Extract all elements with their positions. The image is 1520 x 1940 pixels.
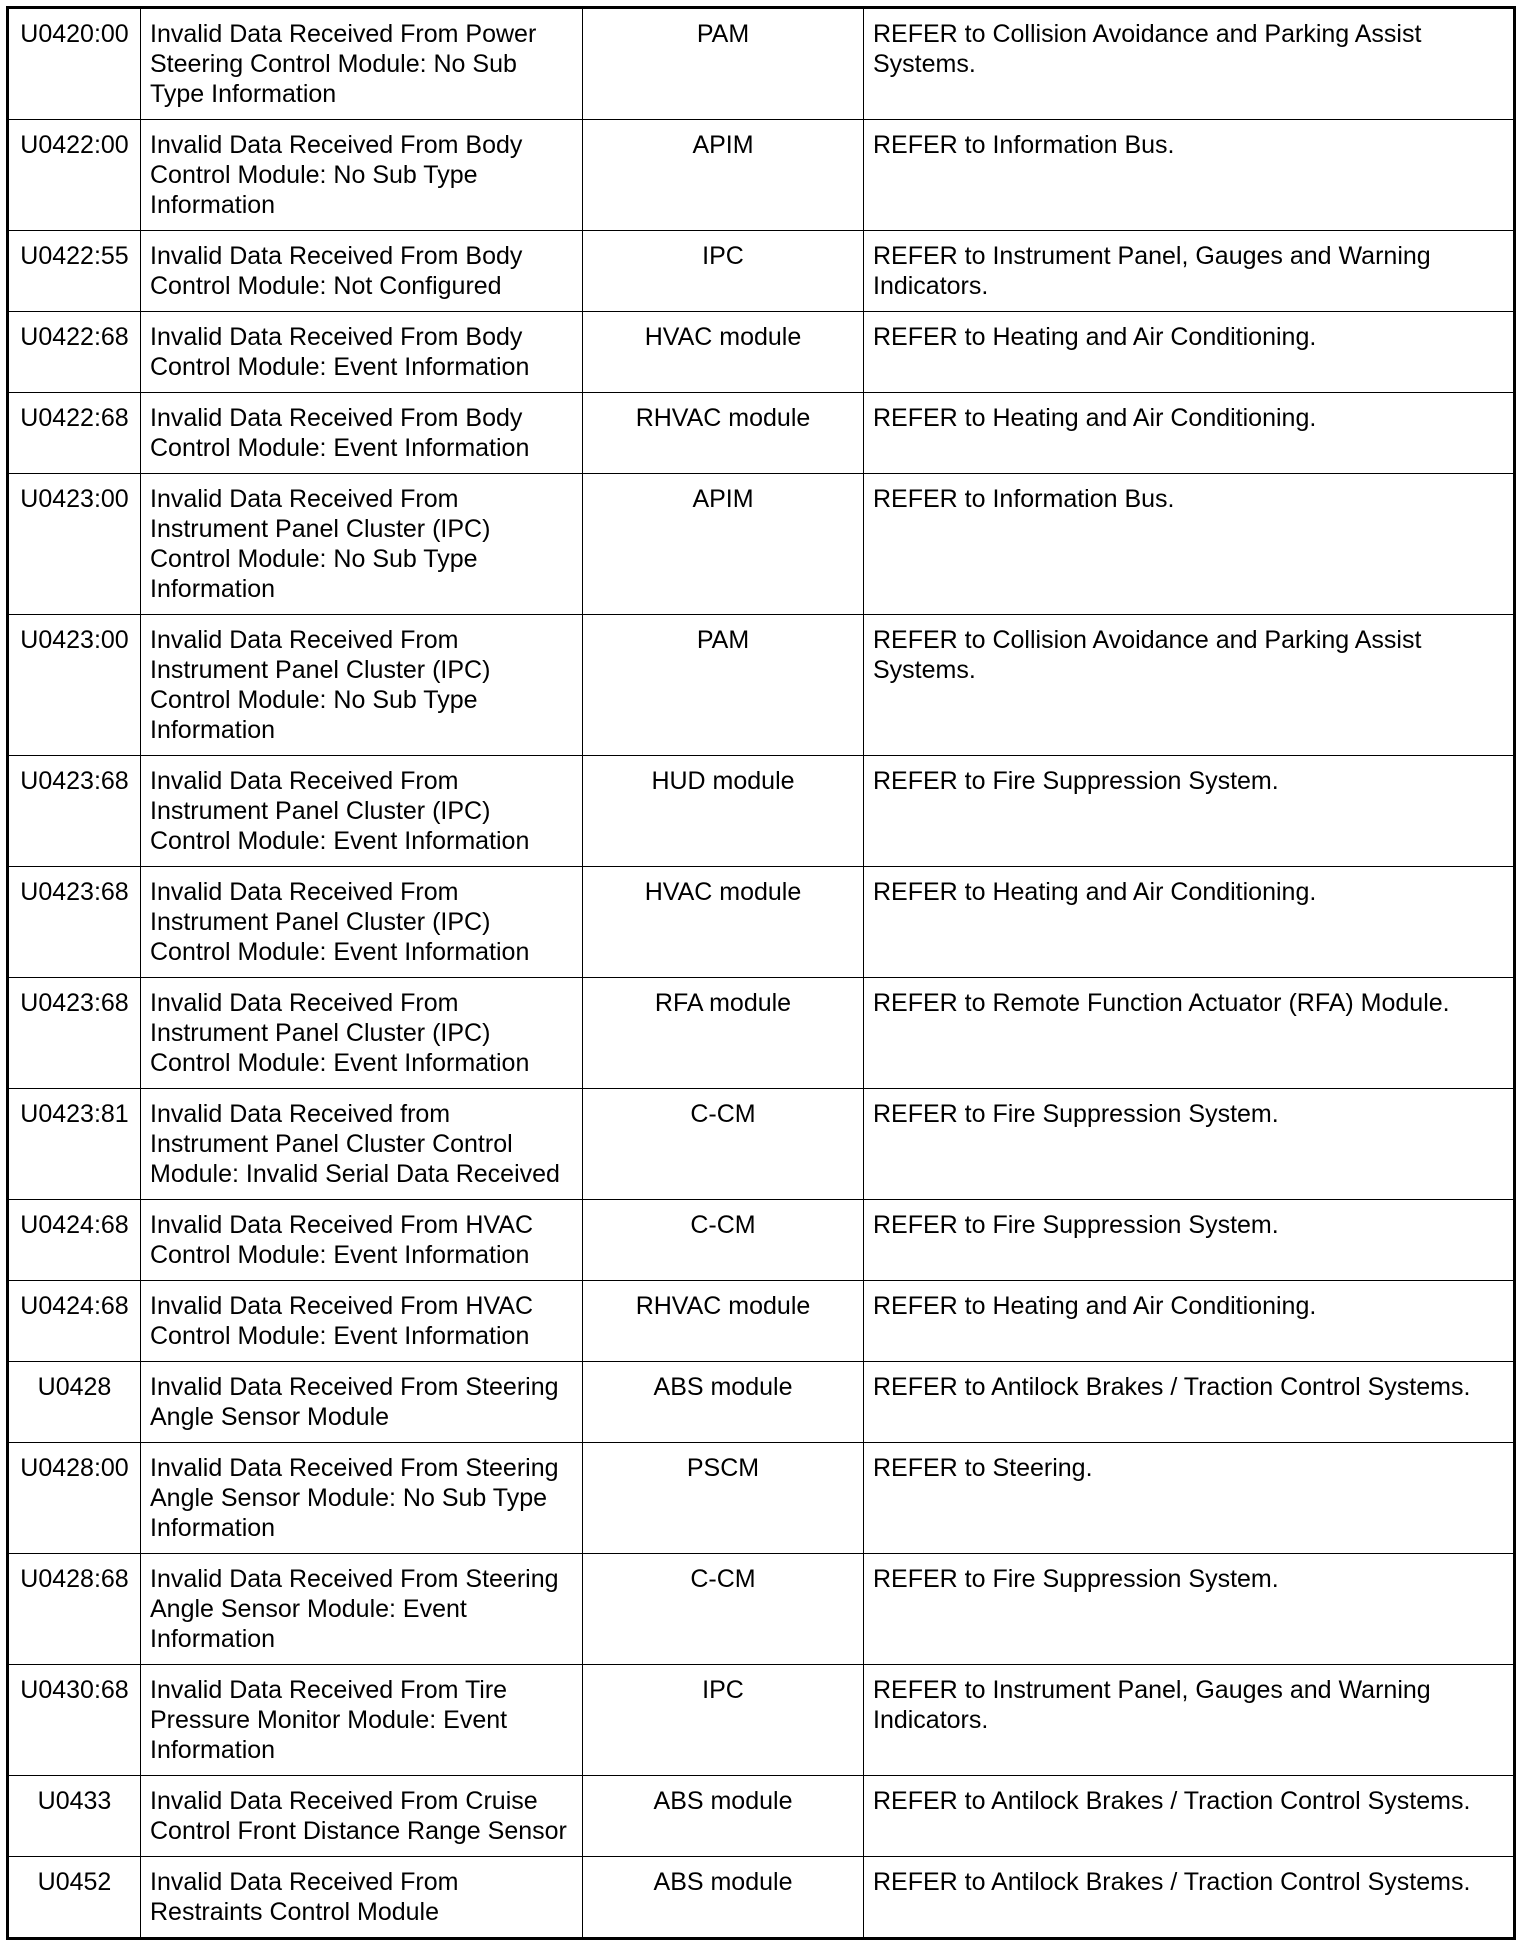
module-cell: APIM xyxy=(583,474,864,615)
module-cell: APIM xyxy=(583,120,864,231)
table-row xyxy=(8,1665,1515,1776)
description-cell: Invalid Data Received From Instrument Panel Cluster (IPC) Control Module: Event Information xyxy=(141,756,583,867)
table-row xyxy=(8,867,1515,978)
action-cell: REFER to Antilock Brakes / Traction Control Systems. xyxy=(864,1362,1515,1443)
module-cell: ABS module xyxy=(583,1776,864,1857)
action-cell: REFER to Information Bus. xyxy=(864,474,1515,615)
dtc-code-cell: U0423:00 xyxy=(8,615,141,756)
table-row xyxy=(8,8,1515,120)
action-cell: REFER to Instrument Panel, Gauges and Warning Indicators. xyxy=(864,231,1515,312)
action-cell: REFER to Fire Suppression System. xyxy=(864,756,1515,867)
description-cell: Invalid Data Received From HVAC Control Module: Event Information xyxy=(141,1281,583,1362)
description-cell: Invalid Data Received From Instrument Panel Cluster (IPC) Control Module: No Sub Type Information xyxy=(141,474,583,615)
dtc-code-cell: U0423:68 xyxy=(8,978,141,1089)
description-cell: Invalid Data Received From Restraints Control Module xyxy=(141,1857,583,1939)
action-cell: REFER to Heating and Air Conditioning. xyxy=(864,393,1515,474)
description-cell: Invalid Data Received From Steering Angle Sensor Module xyxy=(141,1362,583,1443)
action-cell: REFER to Heating and Air Conditioning. xyxy=(864,312,1515,393)
module-cell: C-CM xyxy=(583,1089,864,1200)
module-cell: IPC xyxy=(583,231,864,312)
table-row xyxy=(8,393,1515,474)
description-cell: Invalid Data Received From Instrument Panel Cluster (IPC) Control Module: Event Information xyxy=(141,867,583,978)
action-cell: REFER to Remote Function Actuator (RFA) Module. xyxy=(864,978,1515,1089)
table-row xyxy=(8,1362,1515,1443)
dtc-code-cell: U0452 xyxy=(8,1857,141,1939)
description-cell: Invalid Data Received From HVAC Control Module: Event Information xyxy=(141,1200,583,1281)
description-cell: Invalid Data Received from Instrument Panel Cluster Control Module: Invalid Serial Data Received xyxy=(141,1089,583,1200)
dtc-code-cell: U0428 xyxy=(8,1362,141,1443)
action-cell: REFER to Steering. xyxy=(864,1443,1515,1554)
module-cell: ABS module xyxy=(583,1362,864,1443)
module-cell: ABS module xyxy=(583,1857,864,1939)
table-row xyxy=(8,474,1515,615)
dtc-code-cell: U0424:68 xyxy=(8,1281,141,1362)
module-cell: IPC xyxy=(583,1665,864,1776)
table-row xyxy=(8,1089,1515,1200)
description-cell: Invalid Data Received From Steering Angle Sensor Module: No Sub Type Information xyxy=(141,1443,583,1554)
description-cell: Invalid Data Received From Cruise Control Front Distance Range Sensor xyxy=(141,1776,583,1857)
description-cell: Invalid Data Received From Body Control Module: No Sub Type Information xyxy=(141,120,583,231)
dtc-code-cell: U0430:68 xyxy=(8,1665,141,1776)
description-cell: Invalid Data Received From Tire Pressure Monitor Module: Event Information xyxy=(141,1665,583,1776)
dtc-code-cell: U0424:68 xyxy=(8,1200,141,1281)
module-cell: RHVAC module xyxy=(583,393,864,474)
dtc-code-cell: U0422:55 xyxy=(8,231,141,312)
module-cell: PAM xyxy=(583,8,864,120)
description-cell: Invalid Data Received From Steering Angle Sensor Module: Event Information xyxy=(141,1554,583,1665)
table-row xyxy=(8,1200,1515,1281)
action-cell: REFER to Collision Avoidance and Parking Assist Systems. xyxy=(864,615,1515,756)
action-cell: REFER to Antilock Brakes / Traction Control Systems. xyxy=(864,1857,1515,1939)
module-cell: C-CM xyxy=(583,1554,864,1665)
dtc-code-cell: U0433 xyxy=(8,1776,141,1857)
table-row xyxy=(8,756,1515,867)
table-row xyxy=(8,978,1515,1089)
description-cell: Invalid Data Received From Body Control Module: Event Information xyxy=(141,393,583,474)
table-row xyxy=(8,1281,1515,1362)
dtc-code-cell: U0422:00 xyxy=(8,120,141,231)
module-cell: HVAC module xyxy=(583,312,864,393)
table-row xyxy=(8,231,1515,312)
action-cell: REFER to Fire Suppression System. xyxy=(864,1554,1515,1665)
dtc-code-cell: U0422:68 xyxy=(8,393,141,474)
dtc-code-cell: U0423:68 xyxy=(8,756,141,867)
table-row xyxy=(8,312,1515,393)
dtc-code-cell: U0420:00 xyxy=(8,8,141,120)
description-cell: Invalid Data Received From Instrument Panel Cluster (IPC) Control Module: No Sub Type Information xyxy=(141,615,583,756)
table-row xyxy=(8,120,1515,231)
module-cell: C-CM xyxy=(583,1200,864,1281)
table-row xyxy=(8,615,1515,756)
description-cell: Invalid Data Received From Power Steering Control Module: No Sub Type Information xyxy=(141,8,583,120)
description-cell: Invalid Data Received From Body Control Module: Event Information xyxy=(141,312,583,393)
table-row xyxy=(8,1443,1515,1554)
action-cell: REFER to Antilock Brakes / Traction Control Systems. xyxy=(864,1776,1515,1857)
module-cell: HVAC module xyxy=(583,867,864,978)
module-cell: RHVAC module xyxy=(583,1281,864,1362)
dtc-code-cell: U0428:68 xyxy=(8,1554,141,1665)
action-cell: REFER to Information Bus. xyxy=(864,120,1515,231)
module-cell: PAM xyxy=(583,615,864,756)
action-cell: REFER to Instrument Panel, Gauges and Warning Indicators. xyxy=(864,1665,1515,1776)
action-cell: REFER to Heating and Air Conditioning. xyxy=(864,867,1515,978)
module-cell: PSCM xyxy=(583,1443,864,1554)
dtc-code-cell: U0428:00 xyxy=(8,1443,141,1554)
dtc-code-cell: U0422:68 xyxy=(8,312,141,393)
dtc-table xyxy=(6,6,1516,1940)
action-cell: REFER to Fire Suppression System. xyxy=(864,1089,1515,1200)
description-cell: Invalid Data Received From Body Control Module: Not Configured xyxy=(141,231,583,312)
action-cell: REFER to Fire Suppression System. xyxy=(864,1200,1515,1281)
table-row xyxy=(8,1776,1515,1857)
action-cell: REFER to Collision Avoidance and Parking Assist Systems. xyxy=(864,8,1515,120)
module-cell: HUD module xyxy=(583,756,864,867)
module-cell: RFA module xyxy=(583,978,864,1089)
table-row xyxy=(8,1554,1515,1665)
dtc-code-cell: U0423:00 xyxy=(8,474,141,615)
table-row xyxy=(8,1857,1515,1939)
dtc-code-cell: U0423:68 xyxy=(8,867,141,978)
action-cell: REFER to Heating and Air Conditioning. xyxy=(864,1281,1515,1362)
description-cell: Invalid Data Received From Instrument Panel Cluster (IPC) Control Module: Event Information xyxy=(141,978,583,1089)
dtc-code-cell: U0423:81 xyxy=(8,1089,141,1200)
